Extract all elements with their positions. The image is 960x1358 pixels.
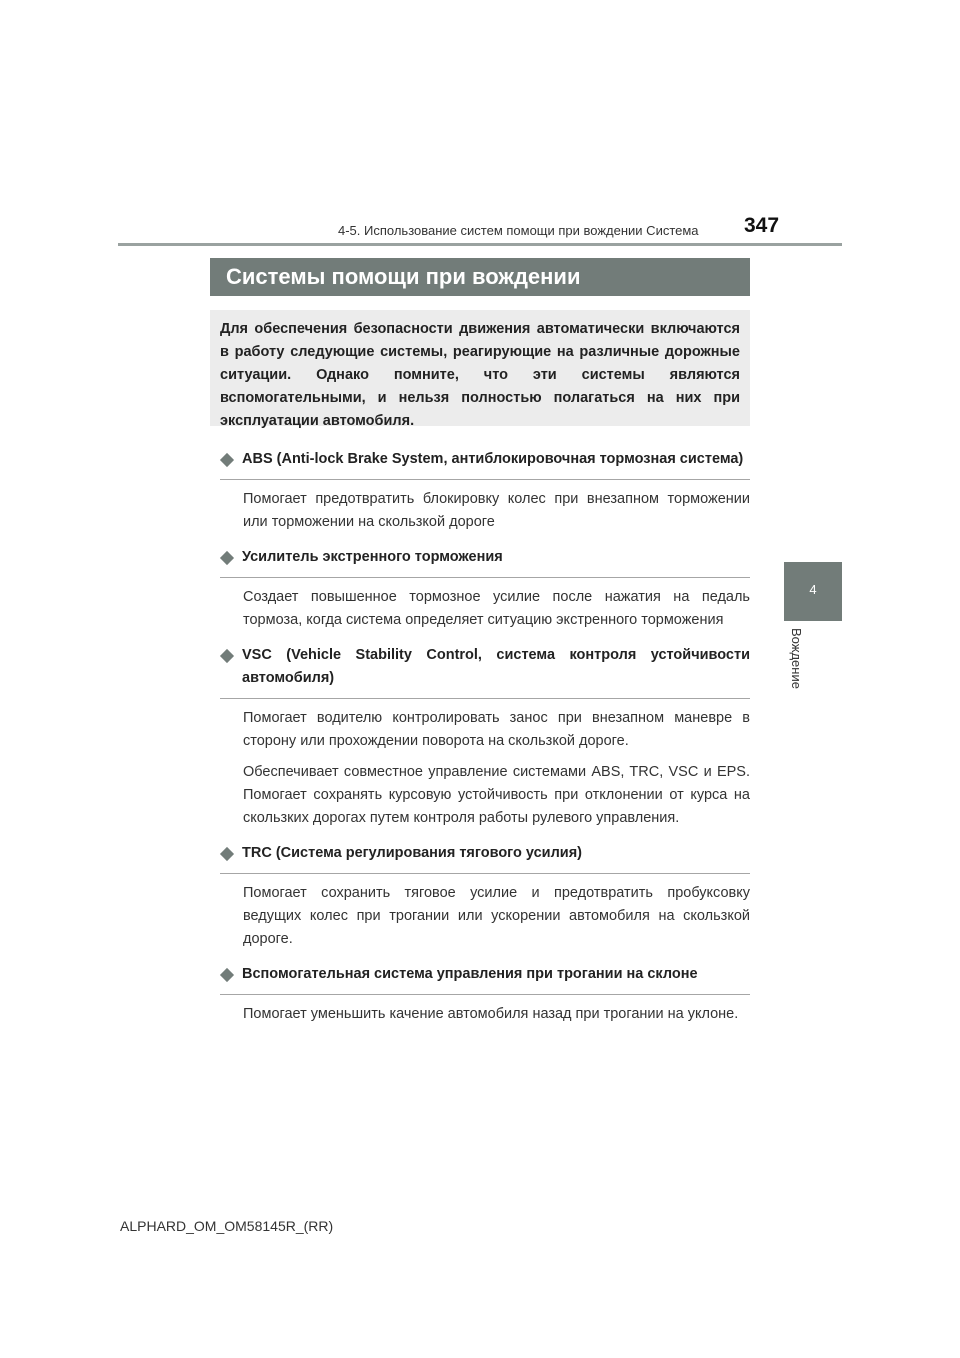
- header-section-title: 4-5. Использование систем помощи при вождении Система: [338, 223, 699, 238]
- chapter-tab[interactable]: 4: [784, 562, 842, 621]
- section-paragraph: Помогает уменьшить качение автомобиля назад при трогании на уклоне.: [243, 1006, 739, 1022]
- section-heading-text: TRC (Система регулирования тягового усилия): [242, 845, 583, 861]
- section-heading-text: Усилитель экстренного торможения: [242, 549, 503, 565]
- page-title: Системы помощи при вождении: [226, 264, 581, 289]
- section-heading-text: ABS (Anti-lock Brake System, антиблокировочная тормозная система): [242, 451, 744, 467]
- chapter-label: Вождение: [789, 628, 804, 689]
- section-abs: [220, 448, 750, 534]
- section-heading-text: Вспомогательная система управления при трогании на склоне: [242, 966, 698, 982]
- header-rule: [118, 243, 842, 246]
- section-trc: [220, 842, 750, 951]
- content: [220, 436, 750, 1026]
- title-bar: [210, 258, 750, 296]
- page-number: 347: [744, 214, 780, 237]
- section-brake-assist: [220, 546, 750, 632]
- footer-doc-code: ALPHARD_OM_OM58145R_(RR): [120, 1218, 334, 1234]
- section-vsc: [220, 644, 750, 830]
- section-heading: [220, 963, 750, 995]
- section-heading: [220, 546, 750, 578]
- section-heading: [220, 448, 750, 480]
- section-heading: [220, 644, 750, 699]
- section-paragraph: Помогает водителю контролировать занос при внезапном маневре в сторону или прохождении поворота на скользкой дороге.: [243, 710, 750, 749]
- section-paragraph: Создает повышенное тормозное усилие после нажатия на педаль тормоза, когда система определяет ситуацию экстренного торможения: [243, 589, 750, 628]
- intro-text: Для обеспечения безопасности движения автоматически включаются в работу следующие системы, реагирующие на различные дорожные ситуации. Однако помните, что эти системы являются вспомогательными, и нельзя полностью полагаться на них при эксплуатации автомобиля.: [220, 321, 740, 429]
- section-hill-start: [220, 963, 750, 1026]
- section-paragraph: Помогает сохранить тяговое усилие и предотвратить пробуксовку ведущих колес при трогании или ускорении автомобиля на скользкой дороге.: [243, 885, 750, 947]
- section-paragraph: Обеспечивает совместное управление системами ABS, TRC, VSC и EPS. Помогает сохранять курсовую устойчивость при отклонении от курса на скользких дорогах путем контроля работы рулевого управления.: [243, 764, 750, 826]
- intro-box: [210, 310, 750, 429]
- diamond-bullet-icon: [220, 649, 234, 663]
- section-heading: [220, 842, 750, 874]
- diamond-bullet-icon: [220, 968, 234, 982]
- section-heading-text: VSC (Vehicle Stability Control, система контроля устойчивости автомобиля): [242, 647, 750, 686]
- diamond-bullet-icon: [220, 453, 234, 467]
- diamond-bullet-icon: [220, 551, 234, 565]
- diamond-bullet-icon: [220, 847, 234, 861]
- section-paragraph: Помогает предотвратить блокировку колес при внезапном торможении или торможении на скользкой дороге: [243, 491, 750, 530]
